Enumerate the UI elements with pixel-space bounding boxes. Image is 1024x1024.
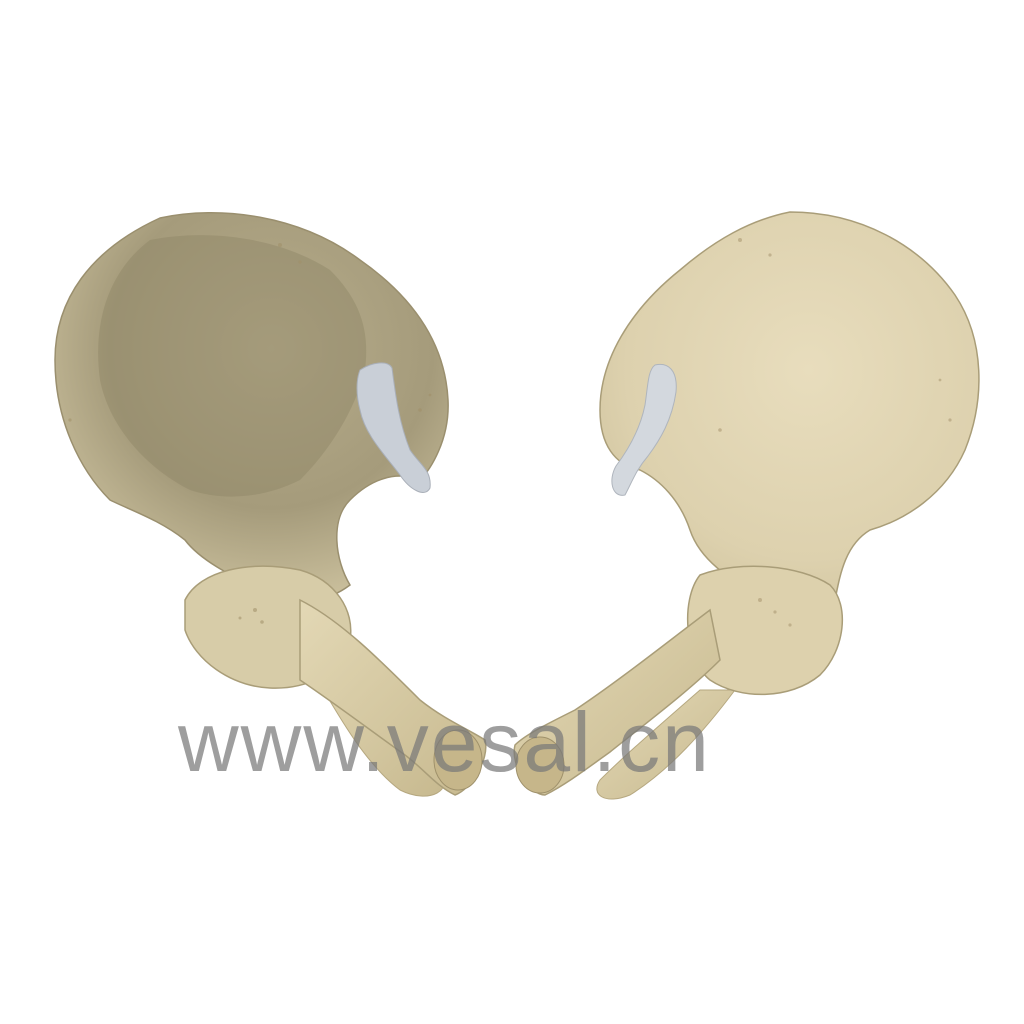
watermark-text: www.vesal.cn <box>178 695 711 789</box>
